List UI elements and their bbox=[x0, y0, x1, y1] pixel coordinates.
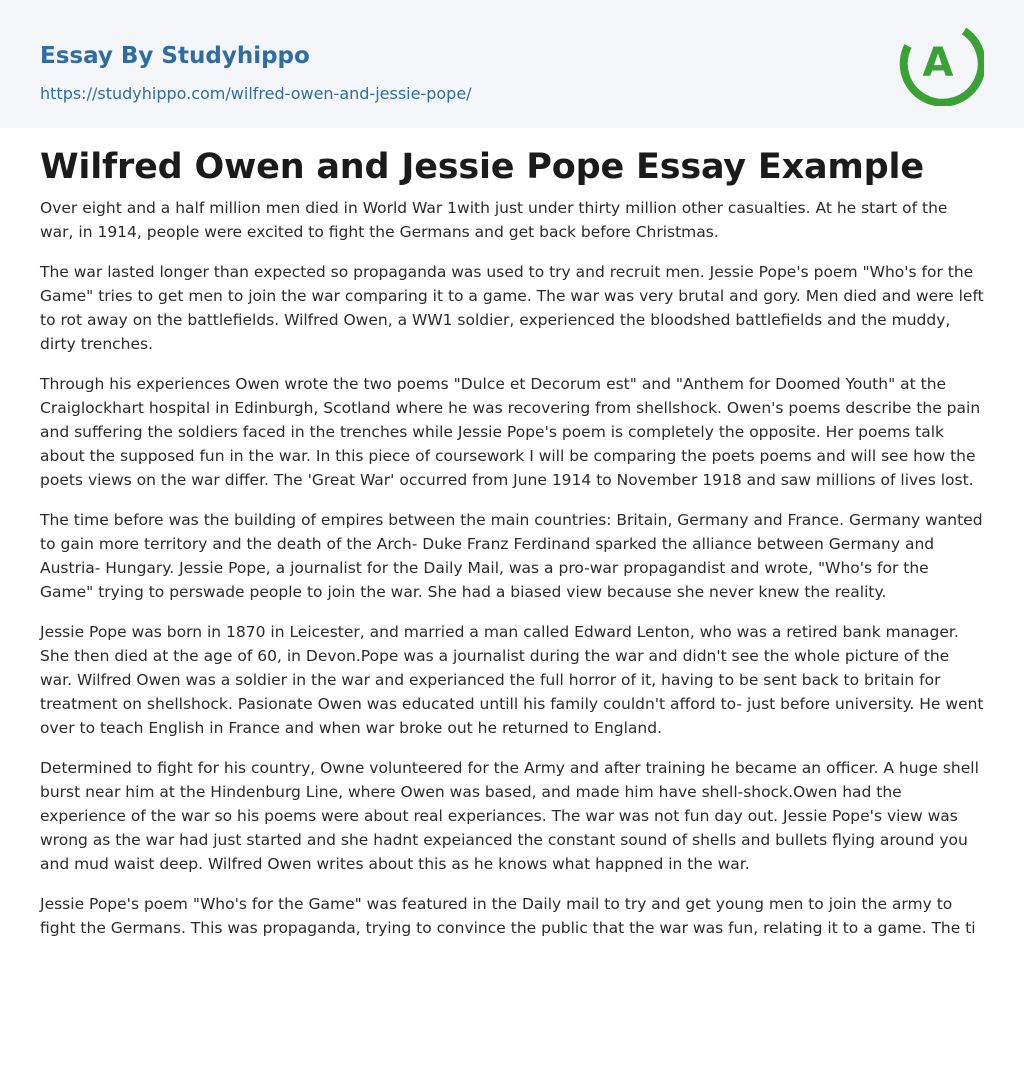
essay-paragraph: The time before was the building of empires between the main countries: Britain, Germany and France. Germany wanted to gain more territory and the death of the Arch- Duke Franz Ferdinand sparked the alliance between Germany and Austria- Hungary. Jessie Pope, a journalist for the Daily Mail, was a pro-war propagandist and wrote, "Who's for the Game" trying to perswade people to join the war. She had a biased view because she never knew the reality. bbox=[40, 511, 983, 601]
logo-letter: A bbox=[922, 40, 954, 86]
essay-paragraph: Jessie Pope was born in 1870 in Leicester, and married a man called Edward Lenton, who was a retired bank manager. She then died at the age of 60, in Devon.Pope was a journalist during the war and didn't see the whole picture of the war. Wilfred Owen was a soldier in the war and experianced the full horror of it, having to be sent back to britain for treatment on shellshock. Pasionate Owen was educated untill his family couldn't afford to- just before university. He went over to teach English in France and when war broke out he returned to England. bbox=[40, 623, 984, 737]
essay-paragraph: Jessie Pope's poem "Who's for the Game" was featured in the Daily mail to try and get young men to join the army to fight the Germans. This was propaganda, trying to convince the public that the war was fun, relating it to a game. The ti bbox=[40, 895, 976, 937]
site-header bbox=[0, 0, 1024, 128]
brand-title: Essay By Studyhippo bbox=[40, 43, 310, 69]
essay-paragraph: Over eight and a half million men died in World War 1with just under thirty million other casualties. At he start of the war, in 1914, people were excited to fight the Germans and get back before Christmas. bbox=[40, 199, 948, 241]
essay-paragraph: The war lasted longer than expected so propaganda was used to try and recruit men. Jessie Pope's poem "Who's for the Game" tries to get men to join the war comparing it to a game. The war was very brutal and gory. Men died and were left to rot away on the battlefields. Wilfred Owen, a WW1 soldier, experienced the bloodshed battlefields and the muddy, dirty trenches. bbox=[40, 263, 984, 353]
studyhippo-logo-icon[interactable] bbox=[898, 20, 984, 106]
essay-paragraph: Determined to fight for his country, Owne volunteered for the Army and after training he became an officer. A huge shell burst near him at the Hindenburg Line, where Owen was based, and made him have shell-shock.Owen had the experience of the war so his poems were about real experiances. The war was not fun day out. Jessie Pope's view was wrong as the war had just started and she hadnt expeianced the constant sound of shells and bullets flying around you and mud waist deep. Wilfred Owen writes about this as he knows what happned in the war. bbox=[40, 759, 979, 873]
essay-paragraph: Through his experiences Owen wrote the two poems "Dulce et Decorum est" and "Anthem for Doomed Youth" at the Craiglockhart hospital in Edinburgh, Scotland where he was recovering from shellshock. Owen's poems describe the pain and suffering the soldiers faced in the trenches while Jessie Pope's poem is completely the opposite. Her poems talk about the supposed fun in the war. In this piece of coursework I will be comparing the poets poems and will see how the poets views on the war differ. The 'Great War' occurred from June 1914 to November 1918 and saw millions of lives lost. bbox=[40, 375, 981, 489]
essay-content bbox=[0, 128, 1024, 940]
essay-title: Wilfred Owen and Jessie Pope Essay Example bbox=[40, 147, 924, 187]
essay-url-link[interactable]: https://studyhippo.com/wilfred-owen-and-jessie-pope/ bbox=[40, 84, 472, 103]
